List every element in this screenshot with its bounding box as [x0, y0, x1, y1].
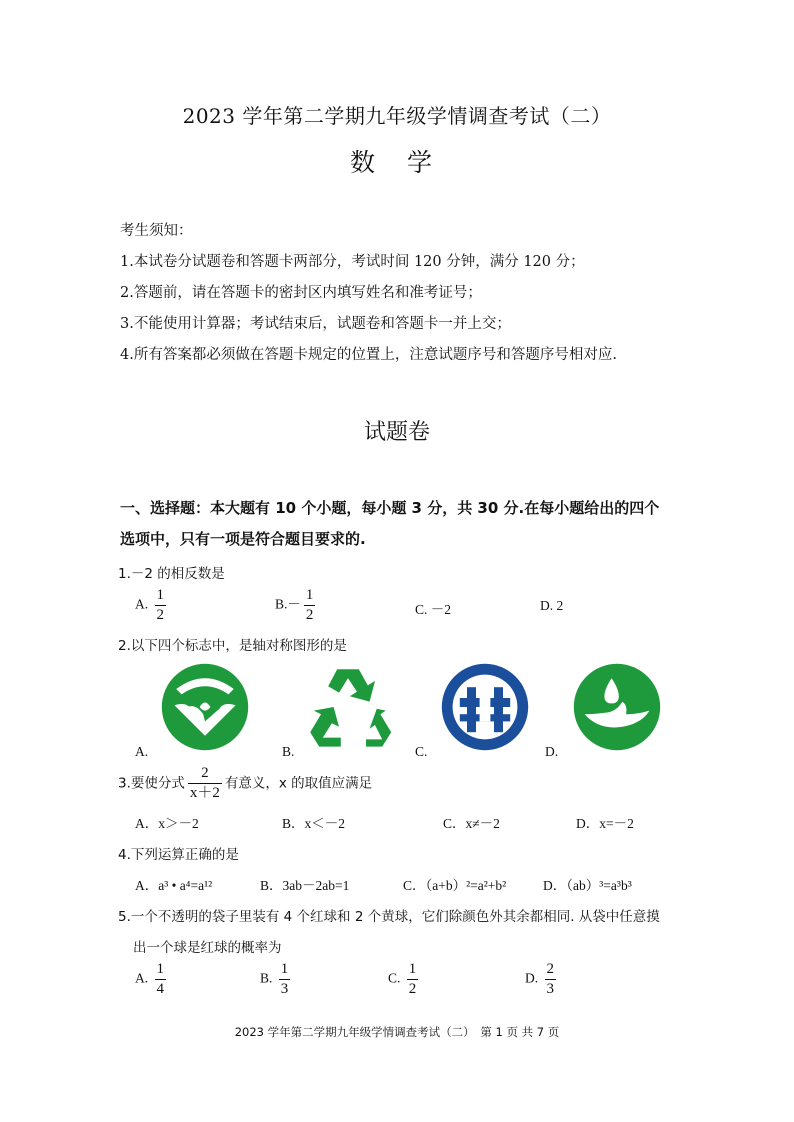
question-5-stem-line-2: 出一个球是红球的概率为: [133, 940, 282, 956]
q4-option-d: D．（ab）³=a³b³: [543, 878, 632, 893]
green-food-logo-icon: [160, 662, 250, 752]
q3-option-c: C．x≠－2: [443, 816, 500, 831]
q1-a-fraction: $\frac{1}{2}$: [156, 587, 164, 623]
notice-item-3: 3.不能使用计算器；考试结束后，试题卷和答题卡一并上交；: [120, 316, 511, 332]
q1-option-d: D. 2: [540, 598, 564, 613]
q5-option-c: C. $\frac{1}{2}$: [388, 961, 417, 997]
q3-option-b: B．x＜－2: [282, 816, 346, 831]
q5-b-fraction: $\frac{1}{3}$: [280, 961, 289, 997]
q4-option-a: A．a³ • a⁴=a¹²: [135, 878, 213, 893]
q3-option-d: D．x=－2: [576, 816, 634, 831]
q2-label-d: D.: [545, 744, 559, 759]
q1-option-b: B.－ $\frac{1}{2}$: [275, 587, 314, 623]
notice-item-2: 2.答题前，请在答题卡的密封区内填写姓名和准考证号；: [120, 285, 482, 301]
subject-title: 数 学: [350, 148, 444, 177]
q2-label-a: A.: [135, 744, 149, 759]
paper-title: 试题卷: [363, 420, 430, 445]
q5-option-b: B. $\frac{1}{3}$: [260, 961, 289, 997]
question-4-stem: 4.下列运算正确的是: [118, 847, 239, 863]
page-footer: 2023 学年第二学期九年级学情调查考试（二） 第 1 页 共 7 页: [234, 1025, 560, 1039]
q5-d-fraction: $\frac{2}{3}$: [546, 961, 554, 997]
question-1-stem: 1.－2 的相反数是: [118, 566, 225, 582]
q5-c-fraction: $\frac{1}{2}$: [408, 961, 417, 997]
q3-fraction: $\frac{2}{x+2}$: [189, 765, 220, 801]
blue-circle-logo-icon: [440, 662, 530, 752]
question-2-stem: 2.以下四个标志中，是轴对称图形的是: [118, 638, 347, 654]
q4-option-c: C．（a+b）²=a²+b²: [403, 878, 507, 893]
notice-item-1: 1.本试卷分试题卷和答题卡两部分，考试时间 120 分钟，满分 120 分；: [120, 254, 585, 270]
question-5-stem-line-1: 5.一个不透明的袋子里装有 4 个红球和 2 个黄球，它们除颜色外其余都相同. 从袋中任意摸: [118, 909, 660, 925]
q3-option-a: A．x＞－2: [135, 816, 199, 831]
question-3-stem: 3.要使分式 $\frac{2}{x+2}$ 有意义，x 的取值应满足: [118, 765, 373, 801]
water-drop-logo-icon: [572, 662, 662, 752]
section-heading-line-2: 选项中，只有一项是符合题目要求的.: [120, 530, 366, 548]
notice-item-4: 4.所有答案都必须做在答题卡规定的位置上，注意试题序号和答题序号相对应.: [120, 347, 617, 363]
recycle-logo-icon: [303, 662, 393, 752]
q1-b-fraction: $\frac{1}{2}$: [305, 587, 314, 623]
q4-option-b: B．3ab－2ab=1: [260, 878, 350, 893]
q5-option-d: D. $\frac{2}{3}$: [525, 961, 554, 997]
exam-title: 2023 学年第二学期九年级学情调查考试（二）: [182, 104, 612, 128]
q1-option-c: C. －2: [415, 602, 452, 617]
q2-label-c: C.: [415, 744, 428, 759]
q2-label-b: B.: [282, 744, 295, 759]
q5-option-a: A. $\frac{1}{4}$: [135, 961, 164, 997]
section-heading-line-1: 一、选择题：本大题有 10 个小题，每小题 3 分，共 30 分.在每小题给出的四个: [120, 499, 660, 517]
q5-a-fraction: $\frac{1}{4}$: [156, 961, 164, 997]
q1-option-a: A. $\frac{1}{2}$: [135, 587, 164, 623]
notice-heading: 考生须知：: [120, 223, 193, 239]
